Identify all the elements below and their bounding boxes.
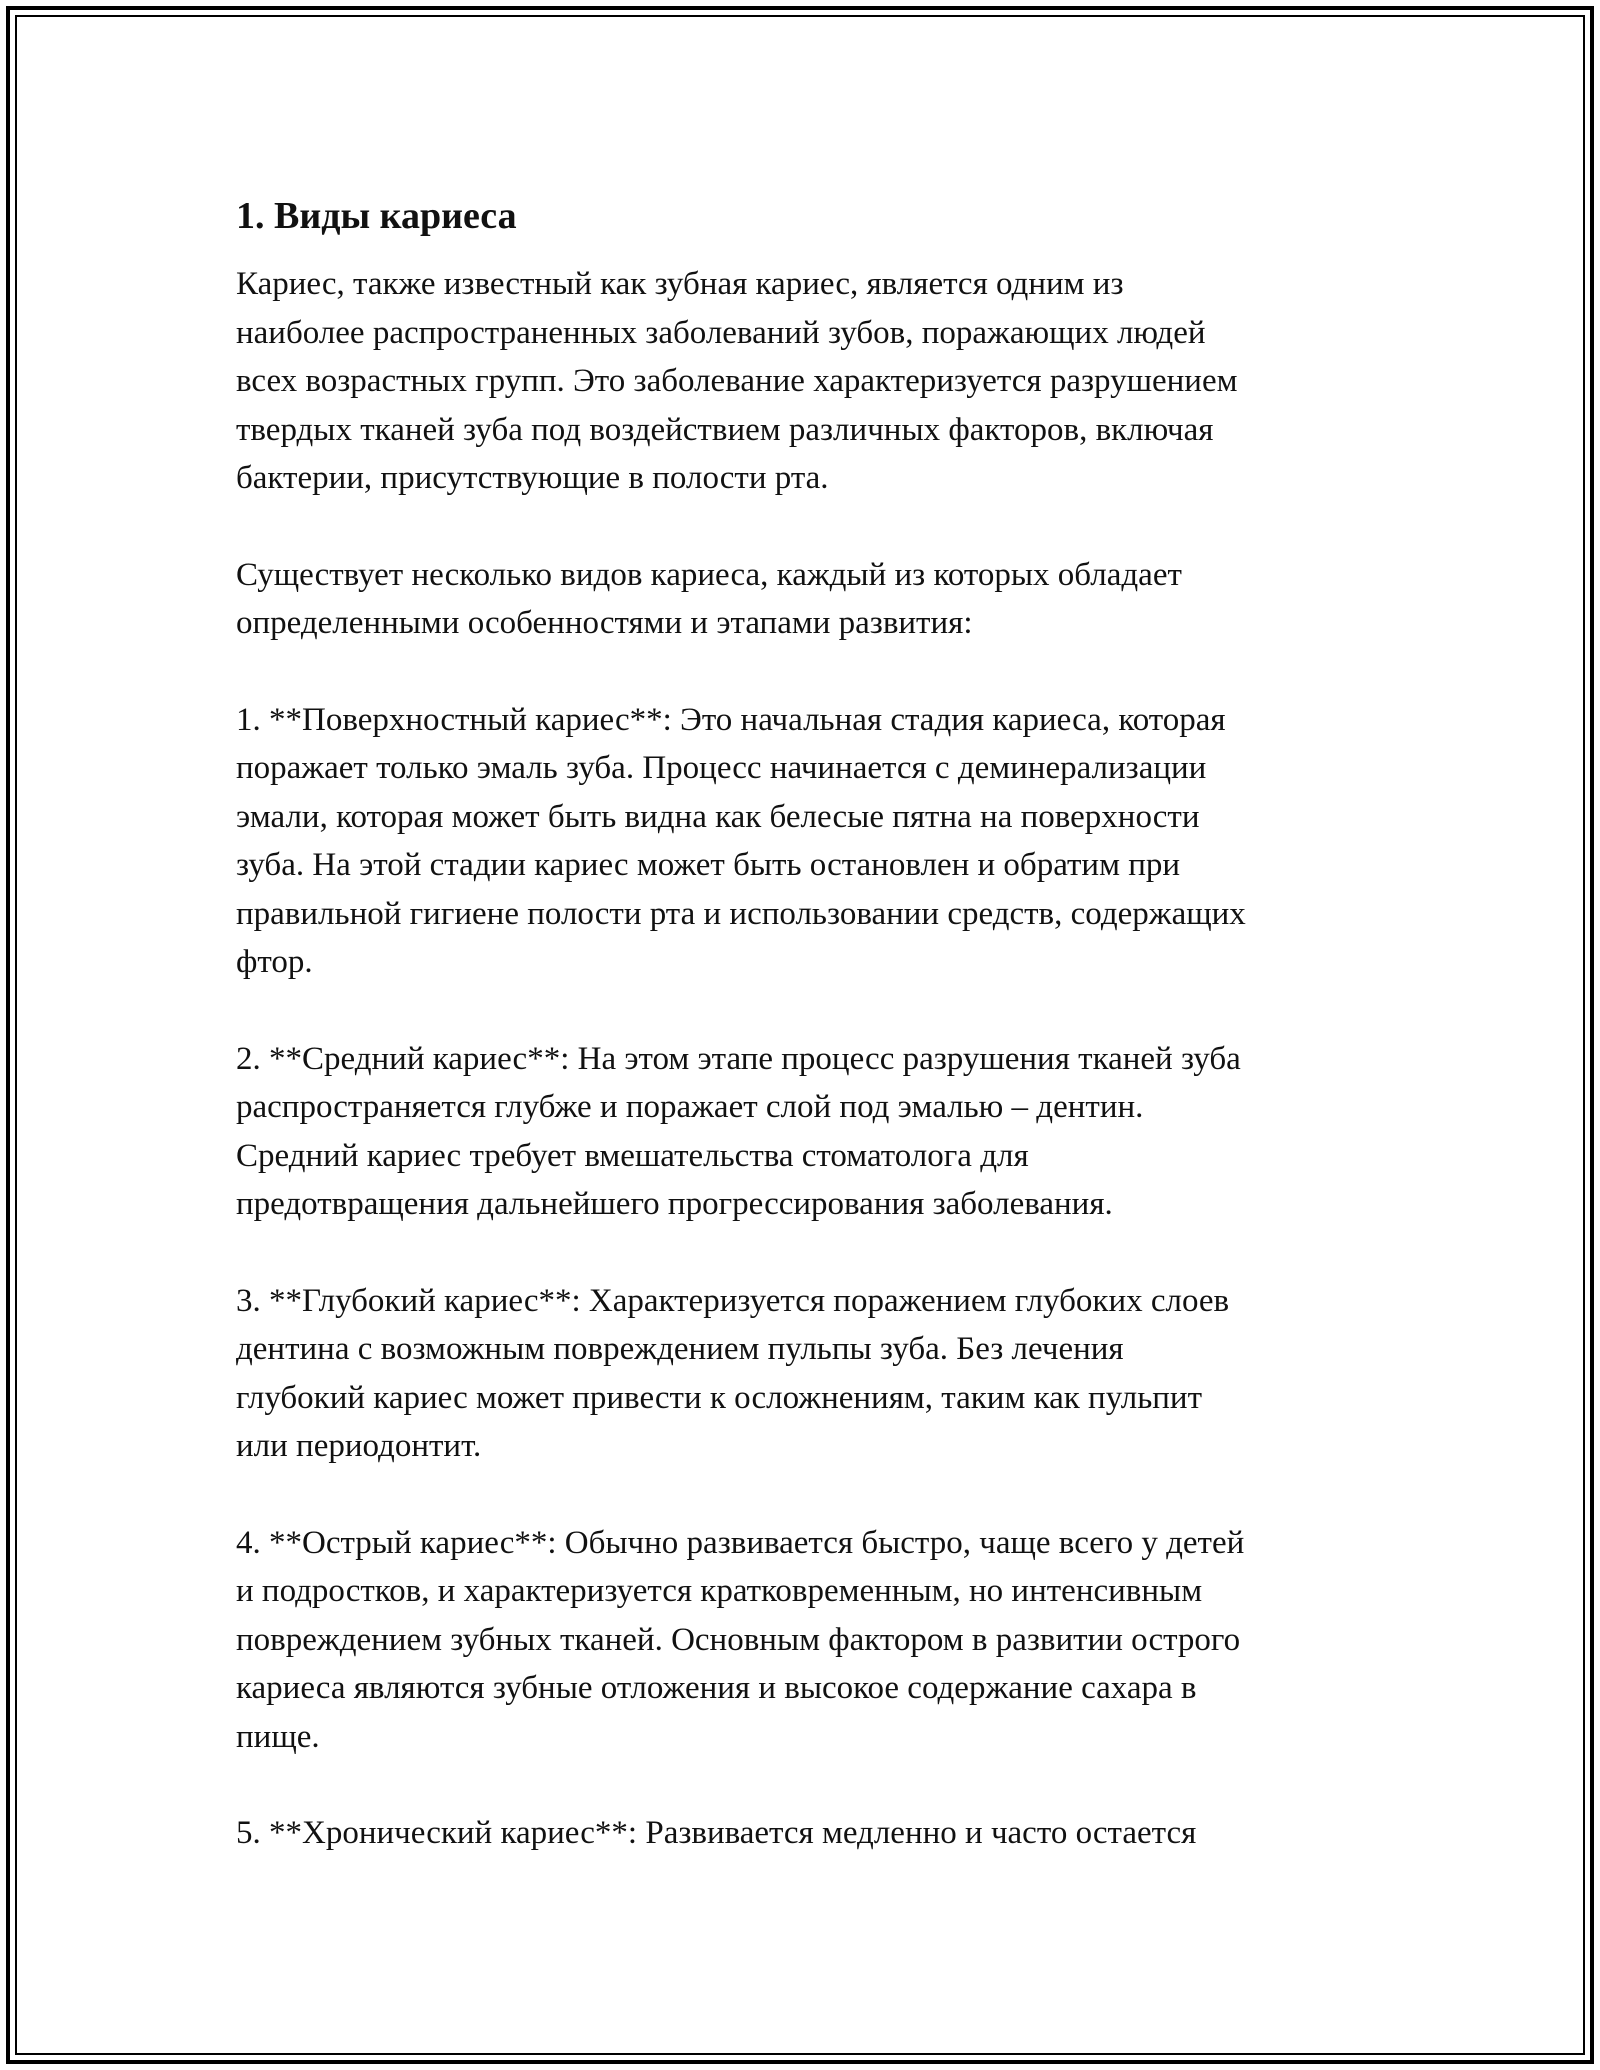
document-body xyxy=(236,188,1376,1906)
intro-paragraph: Кариес, также известный как зубная кариес, является одним из наиболее распространенных заболеваний зубов, поражающих людей всех возрастных групп. Это заболевание характеризуется разрушением твердых тканей зуба под воздействием различных факторов, включая бактерии, присутствующие в полости рта. xyxy=(236,266,1238,496)
list-item-superficial-caries: 1. **Поверхностный кариес**: Это начальная стадия кариеса, которая поражает только эмаль зуба. Процесс начинается с деминерализации эмали, которая может быть видна как белесые пятна на поверхности зуба. На этой стадии кариес может быть остановлен и обратим при правильной гигиене полости рта и использовании средств, содержащих фтор. xyxy=(236,701,1246,980)
types-intro-paragraph: Существует несколько видов кариеса, каждый из которых обладает определенными особенностями и этапами развития: xyxy=(236,556,1182,641)
list-item-chronic-caries: 5. **Хронический кариес**: Развивается медленно и часто остается xyxy=(236,1815,1197,1851)
list-item-deep-caries: 3. **Глубокий кариес**: Характеризуется поражением глубоких слоев дентина с возможным повреждением пульпы зуба. Без лечения глубокий кариес может привести к осложнениям, таким как пульпит или периодонтит. xyxy=(236,1282,1230,1464)
list-item-medium-caries: 2. **Средний кариес**: На этом этапе процесс разрушения тканей зуба распространяется глубже и поражает слой под эмалью – дентин. Средний кариес требует вмешательства стоматолога для предотвращения дальнейшего прогрессирования заболевания. xyxy=(236,1040,1241,1222)
list-item-acute-caries: 4. **Острый кариес**: Обычно развивается быстро, чаще всего у детей и подростков, и характеризуется кратковременным, но интенсивным повреждением зубных тканей. Основным фактором в развитии острого кариеса являются зубные отложения и высокое содержание сахара в пище. xyxy=(236,1524,1245,1755)
section-title: 1. Виды кариеса xyxy=(236,195,517,237)
